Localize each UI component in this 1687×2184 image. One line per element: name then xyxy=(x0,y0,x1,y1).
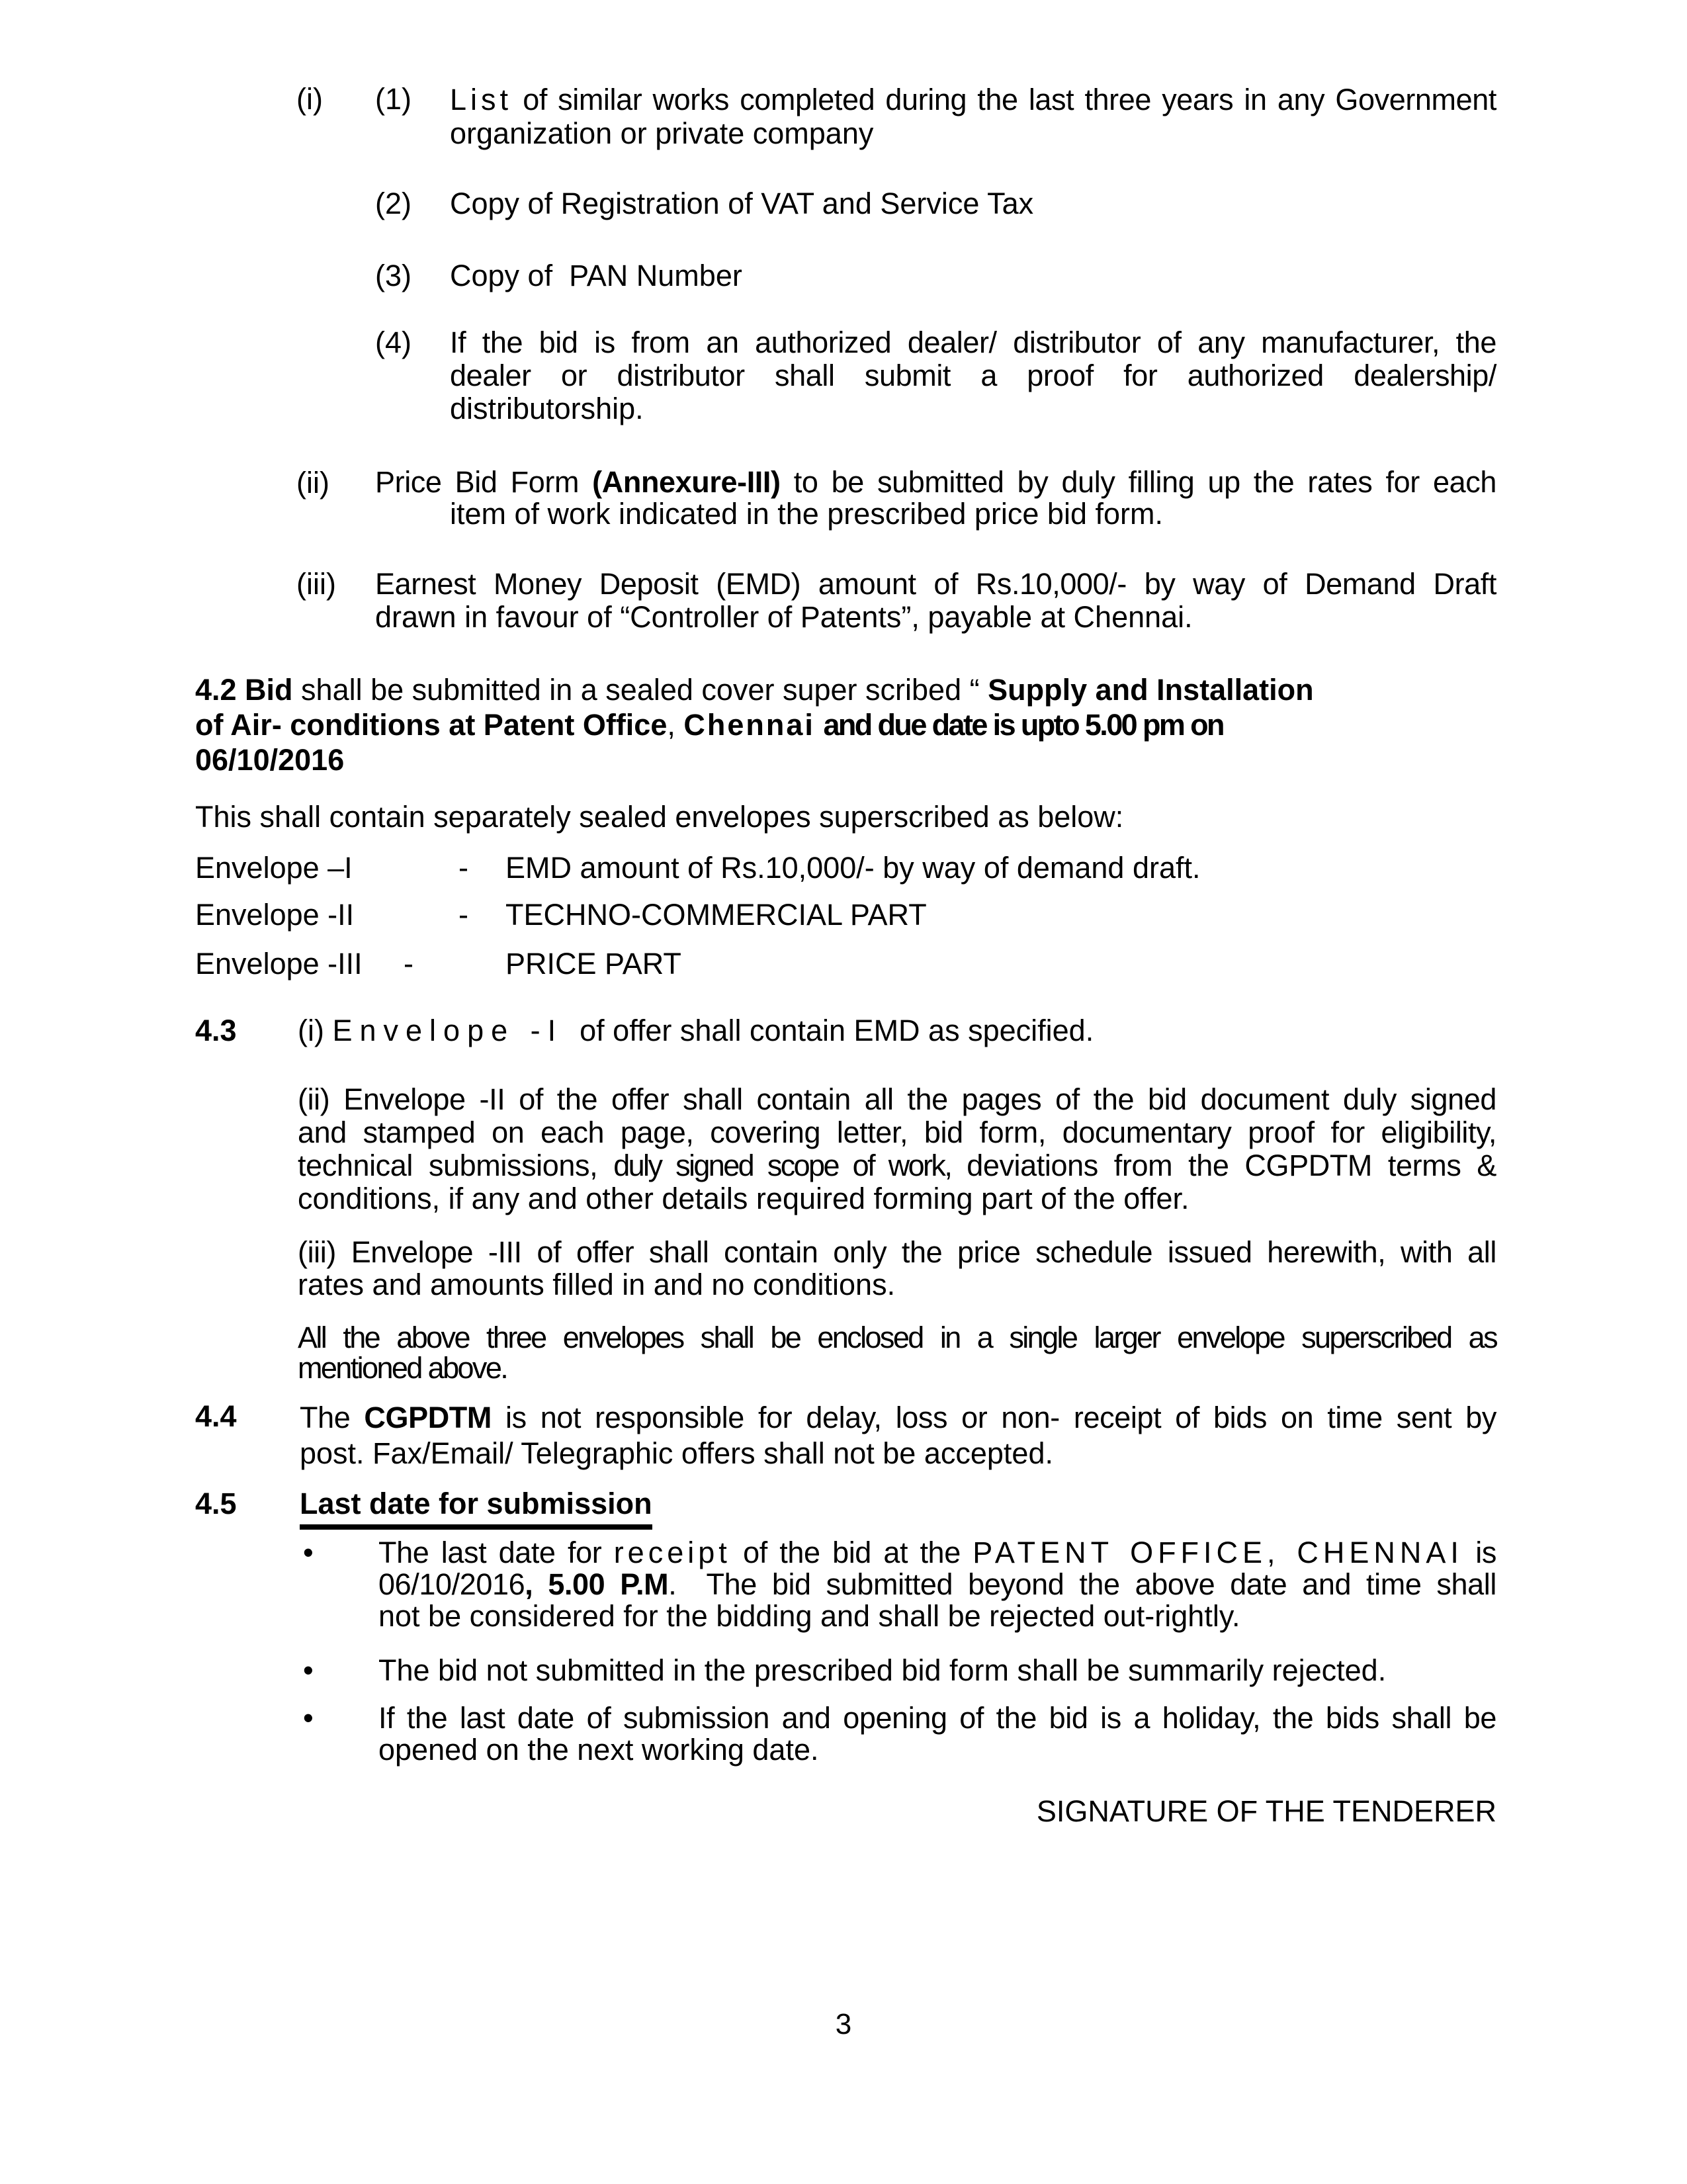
para-4-3-ii-text: (ii) Envelope -II of the offer shall contain all the pages of the bid document duly signed xyxy=(298,1082,1496,1116)
para-4-3-i-line xyxy=(298,1014,1094,1047)
heading-4-5-line xyxy=(300,1487,652,1520)
para-4-3-ii-line xyxy=(298,1083,1496,1116)
list-item-4-text: dealer or distributor shall submit a proof for authorized dealership/ xyxy=(450,359,1496,392)
signature-line-line xyxy=(794,1795,1496,1828)
envelope-row-3-dash-line xyxy=(404,947,413,981)
bullet-3-text-line xyxy=(378,1734,1496,1766)
envelope-row-1-label-line xyxy=(195,852,353,885)
para-4-2-text: Supply and Installation xyxy=(988,673,1314,707)
list-label-iii-text: (iii) xyxy=(296,567,336,601)
bullet-3-text-line xyxy=(378,1702,1496,1734)
bullet-2-text xyxy=(378,1655,1496,1686)
list-item-ii-line xyxy=(375,466,1496,498)
bullet-1-text-text: PATENT OFFICE, CHENNAI xyxy=(973,1536,1463,1569)
para-4-4-text: is not responsible for delay, loss or non- receipt of bids on time sent by xyxy=(491,1401,1496,1434)
section-label-4-4 xyxy=(195,1400,237,1433)
para-4-3-ii-line xyxy=(298,1116,1496,1149)
section-label-4-5 xyxy=(195,1487,237,1520)
list-item-ii-text: to be submitted by duly filling up the rates for each xyxy=(780,465,1496,499)
para-4-2-line xyxy=(195,672,1496,707)
bullet-2-text-text: The bid not submitted in the prescribed bid form shall be summarily rejected. xyxy=(378,1653,1387,1687)
list-item-2-line xyxy=(450,187,1496,220)
para-4-3-ii-text: and stamped on each page, covering letter, bid form, documentary proof for eligibility, xyxy=(298,1115,1496,1149)
list-item-1-line xyxy=(450,116,1496,150)
list-item-1-text: organization or private company xyxy=(450,116,874,150)
list-item-iii-line xyxy=(375,568,1496,601)
para-envelopes-note-line xyxy=(298,1323,1496,1353)
section-label-4-4-text: 4.4 xyxy=(195,1399,237,1433)
section-label-4-3-text: 4.3 xyxy=(195,1014,237,1047)
section-label-4-5-text: 4.5 xyxy=(195,1487,237,1520)
section-label-4-5-line xyxy=(195,1487,237,1520)
bullet-1-text-text: 5.00 P.M xyxy=(548,1567,669,1601)
envelope-row-1-label xyxy=(195,852,353,885)
para-envelopes-intro-line xyxy=(195,801,1123,834)
envelope-row-3-dash-text: - xyxy=(404,947,413,981)
list-label-ii-line xyxy=(296,466,329,500)
para-4-3-iii-line xyxy=(298,1236,1496,1268)
list-label-2-line xyxy=(375,187,411,220)
envelope-row-3-label-line xyxy=(195,947,363,981)
bullet-1-marker-text: • xyxy=(303,1536,314,1569)
bullet-1-text-text: 06/10/2016 xyxy=(378,1567,525,1601)
para-envelopes-note-line xyxy=(298,1353,1496,1383)
list-label-2 xyxy=(375,187,411,220)
list-item-1-text: List xyxy=(450,83,513,116)
bullet-1-text-text: The last date for xyxy=(378,1536,614,1569)
para-4-3-iii xyxy=(298,1236,1496,1301)
para-4-2-text: of Air- conditions at Patent Office xyxy=(195,708,668,742)
para-4-4-text: CGPDTM xyxy=(364,1401,492,1434)
para-4-2-text: Chennai xyxy=(683,708,815,742)
para-4-3-ii-line xyxy=(298,1149,1496,1182)
list-item-4-line xyxy=(450,359,1496,392)
envelope-row-2-dash xyxy=(458,898,468,932)
envelope-row-1-dash-line xyxy=(458,852,468,885)
para-4-4 xyxy=(300,1400,1496,1471)
para-4-2-text: 06/10/2016 xyxy=(195,743,345,777)
list-item-3 xyxy=(450,259,1496,292)
list-item-4 xyxy=(450,326,1496,425)
para-4-3-ii-text: conditions, if any and other details required forming part of the offer. xyxy=(298,1182,1190,1215)
envelope-row-2-dash-line xyxy=(458,898,468,932)
list-label-1-line xyxy=(375,83,411,116)
para-4-3-iii-text: (iii) Envelope -III of offer shall contain only the price schedule issued herewith, with all xyxy=(298,1235,1496,1269)
heading-4-5-text: Last date for submission xyxy=(300,1487,652,1530)
bullet-1-text-text: receipt xyxy=(613,1536,731,1569)
list-label-iii xyxy=(296,568,336,601)
list-item-iii-text: Earnest Money Deposit (EMD) amount of Rs.10,000/- by way of Demand Draft xyxy=(375,567,1496,601)
para-4-3-ii xyxy=(298,1083,1496,1215)
bullet-2-marker xyxy=(303,1655,314,1686)
list-item-3-line xyxy=(450,259,1496,292)
list-item-ii xyxy=(375,466,1496,530)
envelope-row-1-text xyxy=(505,852,1201,885)
list-label-3 xyxy=(375,259,411,292)
bullet-2-marker-line xyxy=(303,1655,314,1686)
envelope-row-2-text-text: TECHNO-COMMERCIAL PART xyxy=(505,898,927,932)
list-label-2-text: (2) xyxy=(375,187,411,220)
signature-line-text: SIGNATURE OF THE TENDERER xyxy=(1036,1794,1496,1828)
list-item-2 xyxy=(450,187,1496,220)
para-4-3-iii-line xyxy=(298,1268,1496,1301)
bullet-2-text-line xyxy=(378,1655,1496,1686)
bullet-3-text-text: opened on the next working date. xyxy=(378,1733,819,1767)
bullet-1-text-line xyxy=(378,1537,1496,1569)
section-label-4-3 xyxy=(195,1014,237,1047)
para-4-3-ii-text: duly signed scope of work, xyxy=(613,1149,951,1182)
list-item-4-line xyxy=(450,392,1496,425)
para-4-3-i-text: (i) xyxy=(298,1014,333,1047)
envelope-row-2-label-line xyxy=(195,898,354,932)
para-4-2-text: 4.2 Bid xyxy=(195,673,293,707)
list-item-4-line xyxy=(450,326,1496,359)
para-4-3-ii-line xyxy=(298,1182,1496,1215)
list-label-iii-line xyxy=(296,568,336,601)
para-4-4-line xyxy=(300,1436,1496,1471)
list-label-i-text: (i) xyxy=(296,82,323,116)
envelope-row-3-text-text: PRICE PART xyxy=(505,947,681,981)
bullet-1-text-text: of the bid at the xyxy=(730,1536,973,1569)
list-item-iii-text: drawn in favour of “Controller of Patents”, payable at Chennai. xyxy=(375,600,1193,634)
list-label-3-line xyxy=(375,259,411,292)
bullet-1-text-text: . The bid submitted beyond the above date and time shall xyxy=(668,1567,1496,1601)
envelope-row-1-text-text: EMD amount of Rs.10,000/- by way of demand draft. xyxy=(505,851,1201,885)
para-4-4-text: The xyxy=(300,1401,365,1434)
list-label-4 xyxy=(375,326,411,359)
list-item-1 xyxy=(450,83,1496,150)
list-item-ii-text: Price Bid Form xyxy=(375,465,593,499)
bullet-1-text xyxy=(378,1537,1496,1632)
envelope-row-3-dash xyxy=(404,947,413,981)
bullet-3-text-text: If the last date of submission and opening of the bid is a holiday, the bids shall be xyxy=(378,1701,1496,1735)
list-label-i-line xyxy=(296,83,323,116)
para-envelopes-intro-text: This shall contain separately sealed envelopes superscribed as below: xyxy=(195,800,1124,834)
list-item-2-text: Copy of Registration of VAT and Service Tax xyxy=(450,187,1034,220)
envelope-row-2-dash-text: - xyxy=(458,898,468,932)
bullet-3-marker xyxy=(303,1702,314,1734)
para-4-3-i xyxy=(298,1014,1094,1047)
list-label-4-text: (4) xyxy=(375,326,411,359)
section-label-4-4-line xyxy=(195,1400,237,1433)
list-label-i xyxy=(296,83,323,116)
envelope-row-1-label-text: Envelope –I xyxy=(195,851,353,885)
list-item-4-text: distributorship. xyxy=(450,392,644,425)
list-label-1 xyxy=(375,83,411,116)
para-4-3-i-text: of offer shall contain EMD as specified. xyxy=(563,1014,1094,1047)
para-4-2-text: shall be submitted in a sealed cover super scribed “ xyxy=(292,673,988,707)
envelope-row-1-dash xyxy=(458,852,468,885)
list-item-iii xyxy=(375,568,1496,634)
list-label-ii-text: (ii) xyxy=(296,466,329,500)
page-number: 3 xyxy=(835,2008,852,2040)
para-4-2-text: , xyxy=(667,708,684,742)
para-envelopes-note xyxy=(298,1323,1496,1383)
para-4-2-line xyxy=(195,707,1496,742)
para-4-2 xyxy=(195,672,1496,777)
heading-4-5 xyxy=(300,1487,652,1520)
list-item-1-text: of similar works completed during the last three years in any Government xyxy=(512,83,1496,116)
envelope-row-3-text-line xyxy=(505,947,681,981)
para-4-4-line xyxy=(300,1400,1496,1436)
list-item-iii-line xyxy=(375,601,1496,634)
list-label-ii xyxy=(296,466,329,500)
envelope-row-2-text xyxy=(505,898,927,932)
bullet-1-text-text: is xyxy=(1463,1536,1496,1569)
para-4-3-iii-text: rates and amounts filled in and no conditions. xyxy=(298,1268,896,1301)
list-item-1-line xyxy=(450,83,1496,116)
list-item-ii-text: item of work indicated in the prescribed price bid form. xyxy=(450,497,1163,531)
para-4-4-text: post. Fax/Email/ Telegraphic offers shall not be accepted. xyxy=(300,1436,1053,1470)
envelope-row-2-label-text: Envelope -II xyxy=(195,898,355,932)
list-item-ii-line xyxy=(375,498,1496,530)
bullet-1-marker xyxy=(303,1537,314,1569)
envelope-row-2-text-line xyxy=(505,898,927,932)
para-4-2-text: and due date is upto 5.00 pm on xyxy=(823,708,1223,742)
para-4-3-ii-text: deviations from the CGPDTM terms & xyxy=(951,1149,1496,1182)
list-item-ii-text: (Annexure-III) xyxy=(592,465,781,499)
envelope-row-1-text-line xyxy=(505,852,1201,885)
bullet-1-text-line xyxy=(378,1569,1496,1600)
para-4-2-text xyxy=(815,708,824,742)
bullet-3-marker-text: • xyxy=(303,1701,314,1735)
signature-line xyxy=(794,1795,1496,1828)
bullet-1-marker-line xyxy=(303,1537,314,1569)
para-4-3-i-text: Envelope -I xyxy=(332,1014,564,1047)
list-label-4-line xyxy=(375,326,411,359)
para-envelopes-note-text: mentioned above. xyxy=(298,1351,507,1385)
bullet-1-text-text: , xyxy=(525,1567,548,1601)
envelope-row-3-text xyxy=(505,947,681,981)
bullet-1-text-text: not be considered for the bidding and shall be rejected out-rightly. xyxy=(378,1599,1240,1633)
para-envelopes-note-text: All the above three envelopes shall be enclosed in a single larger envelope superscribed as xyxy=(298,1321,1496,1354)
envelope-row-1-dash-text: - xyxy=(458,851,468,885)
bullet-2-marker-text: • xyxy=(303,1653,314,1687)
bullet-1-text-line xyxy=(378,1600,1496,1632)
list-label-1-text: (1) xyxy=(375,82,411,116)
bullet-3-text xyxy=(378,1702,1496,1766)
section-label-4-3-line xyxy=(195,1014,237,1047)
envelope-row-2-label xyxy=(195,898,354,932)
envelope-row-3-label-text: Envelope -III xyxy=(195,947,363,981)
envelope-row-3-label xyxy=(195,947,363,981)
para-4-3-ii-text: technical submissions, xyxy=(298,1149,614,1182)
list-item-3-text: Copy of PAN Number xyxy=(450,259,742,292)
bullet-3-marker-line xyxy=(303,1702,314,1734)
list-label-3-text: (3) xyxy=(375,259,411,292)
para-4-2-line xyxy=(195,742,1496,777)
list-item-4-text: If the bid is from an authorized dealer/ distributor of any manufacturer, the xyxy=(450,326,1496,359)
para-envelopes-intro xyxy=(195,801,1123,834)
